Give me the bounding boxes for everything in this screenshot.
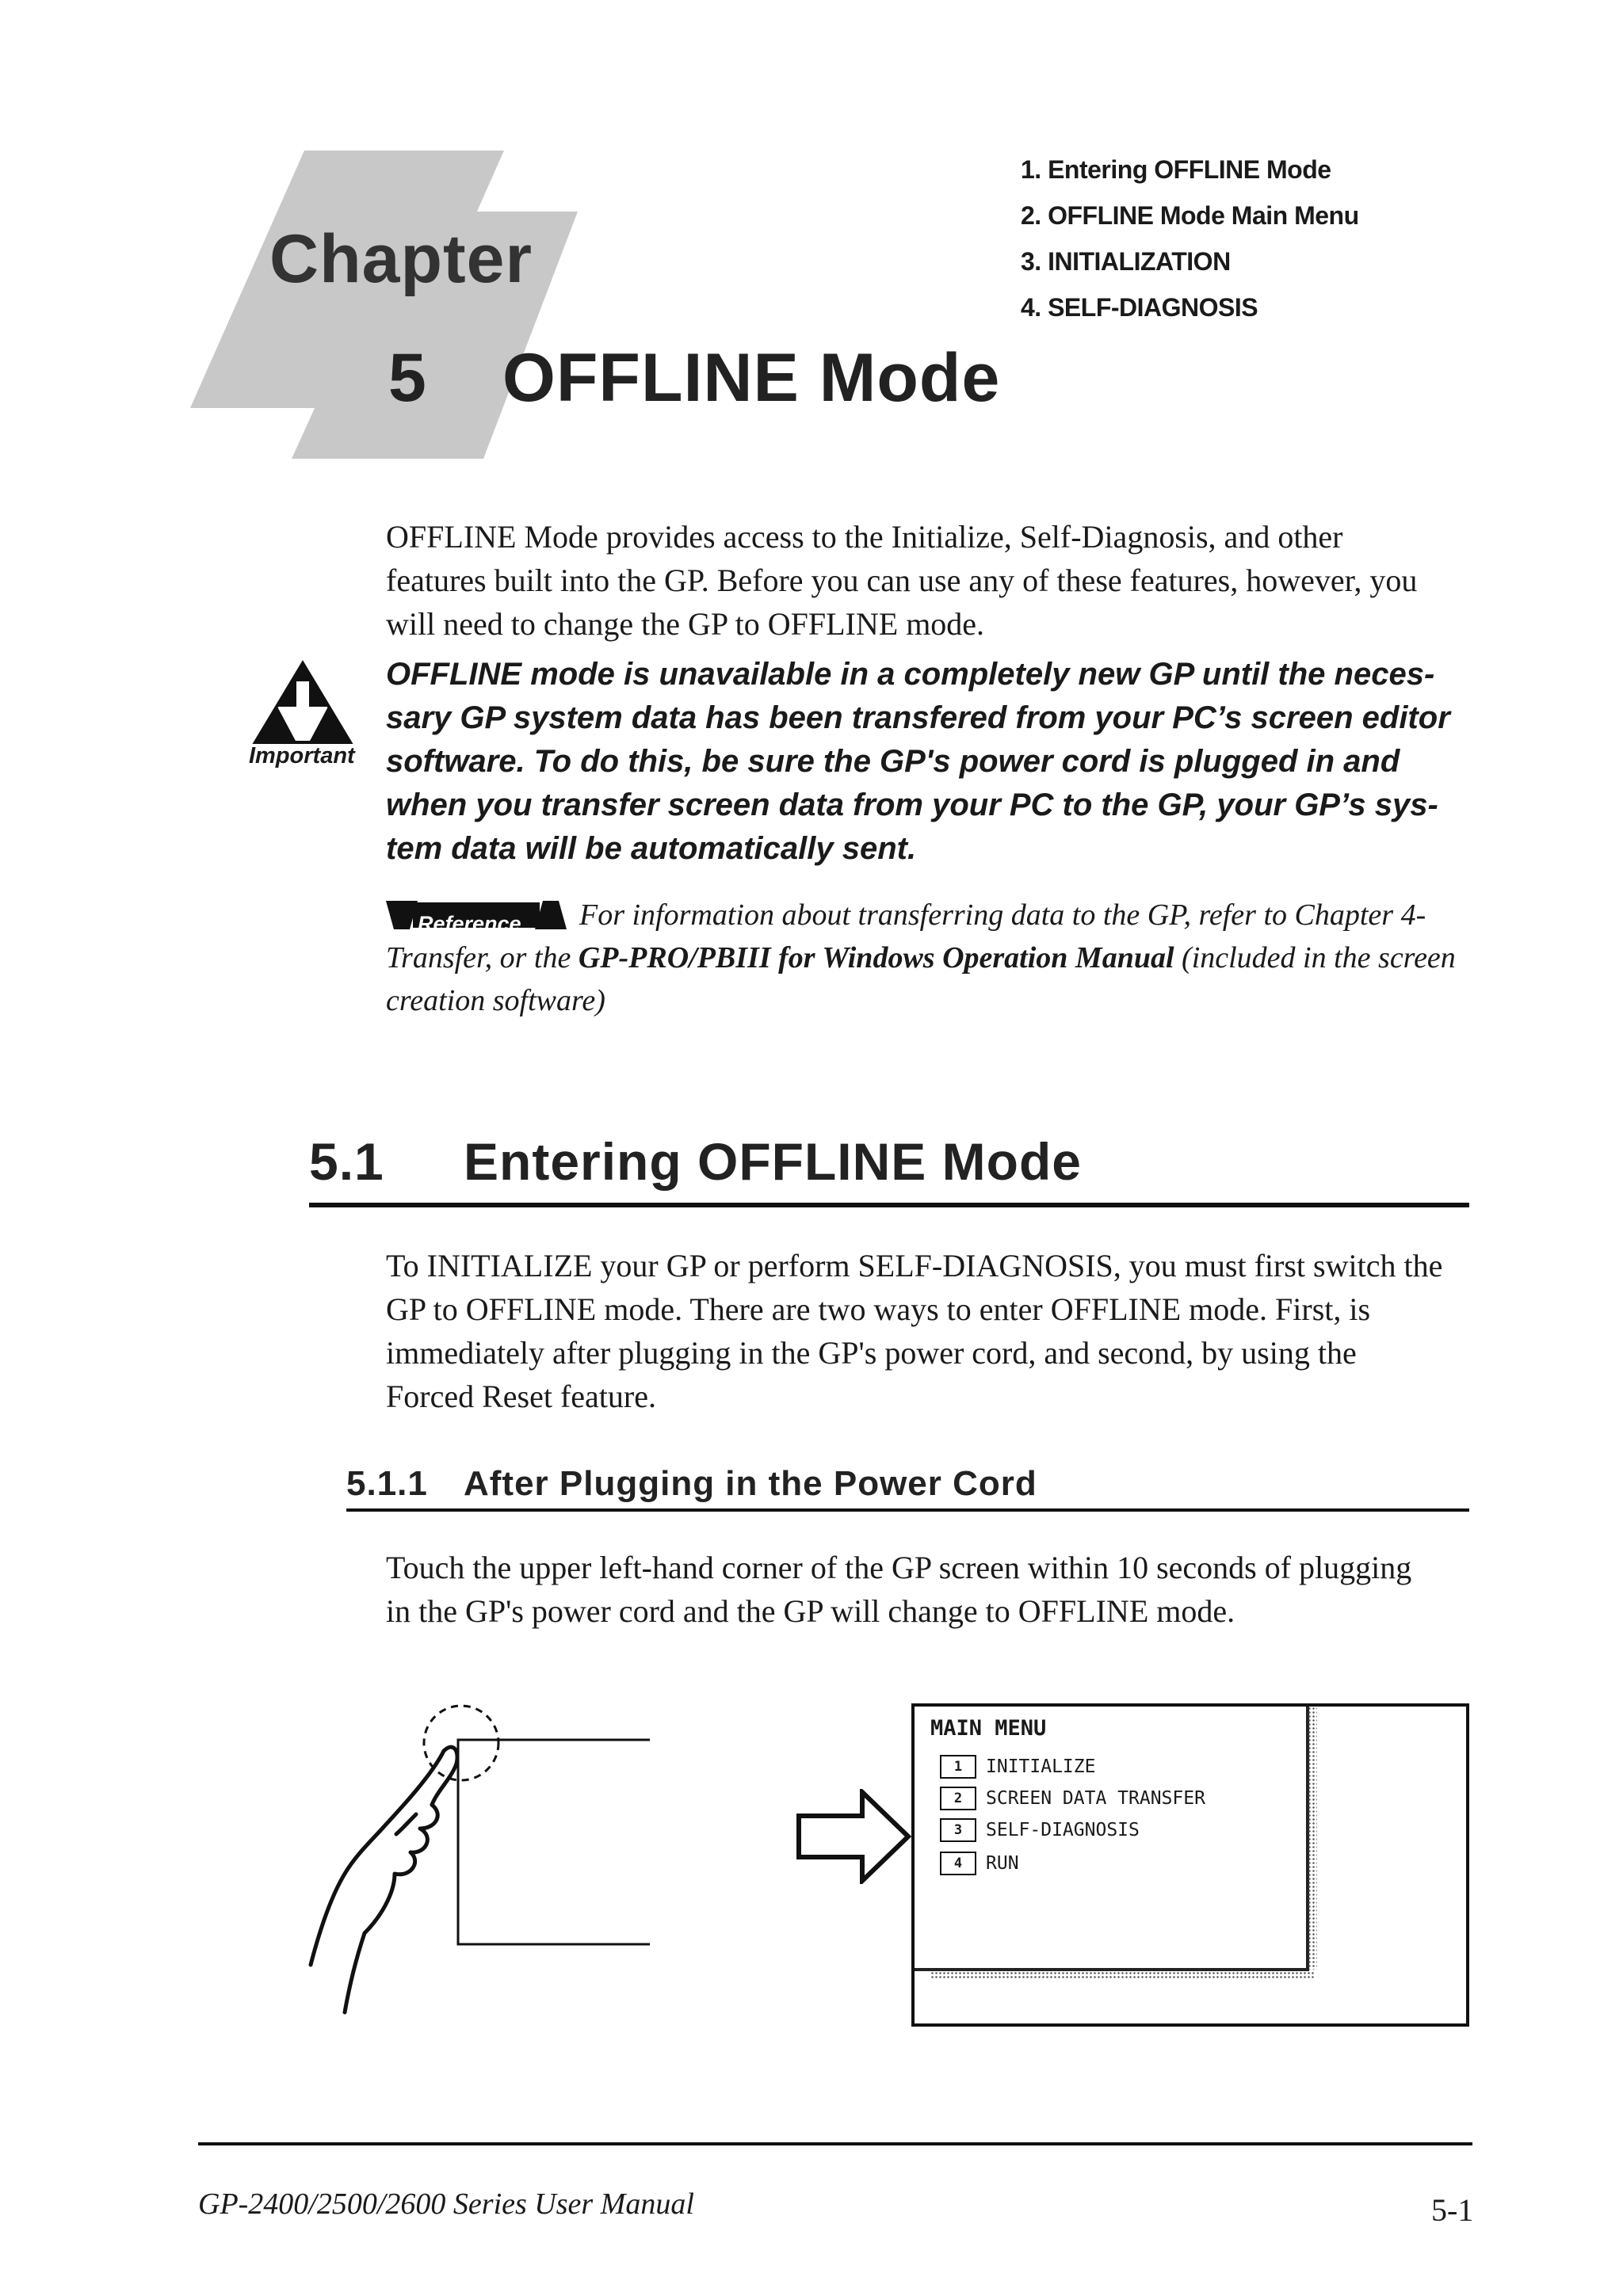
menu-item-label: SELF-DIAGNOSIS (986, 1820, 1140, 1840)
toc-item[interactable]: 4. SELF-DIAGNOSIS (1021, 293, 1258, 322)
menu-item-number: 2 (940, 1787, 976, 1810)
section-rule (309, 1203, 1469, 1207)
subsection-paragraph (386, 1546, 1411, 1633)
subsection-title: After Plugging in the Power Cord (464, 1464, 1037, 1503)
menu-item-screen-data-transfer[interactable] (940, 1786, 1205, 1811)
text-line: immediately after plugging in the GP's power cord, and second, by using the (386, 1335, 1357, 1371)
subsection-number: 5.1.1 (346, 1464, 428, 1503)
touch-target-circle (424, 1706, 498, 1780)
subsection-rule (346, 1508, 1469, 1512)
main-menu-title: MAIN MENU (930, 1716, 1047, 1741)
section-paragraph (386, 1244, 1442, 1418)
section-number: 5.1 (309, 1132, 384, 1191)
chapter-toc (1021, 155, 1359, 339)
text-line: features built into the GP. Before you can use any of these features, however, you (386, 563, 1418, 598)
menu-item-initialize[interactable] (940, 1754, 1095, 1779)
menu-item-number: 1 (940, 1755, 976, 1779)
text-line: tem data will be automatically sent. (386, 831, 917, 866)
reference-paragraph (386, 894, 1480, 1022)
main-menu-screen (911, 1703, 1469, 2027)
toc-item[interactable]: 3. INITIALIZATION (1021, 247, 1231, 276)
reference-label: Reference (418, 912, 521, 936)
text-line: For information about transferring data to the GP, refer to Chapter 4- (579, 898, 1426, 932)
main-menu-window (915, 1707, 1309, 1971)
text-line: Touch the upper left-hand corner of the GP screen within 10 seconds of plugging (386, 1550, 1412, 1585)
text-line: software. To do this, be sure the GP's power cord is plugged in and (386, 744, 1400, 779)
menu-item-number: 3 (940, 1818, 976, 1842)
text-line: when you transfer screen data from your PC to the GP, your GP’s sys- (386, 788, 1438, 822)
manual-name: GP-PRO/PBIII for Windows Operation Manual (578, 941, 1174, 974)
warning-icon (247, 659, 358, 746)
text-line: in the GP's power cord and the GP will change to OFFLINE mode. (386, 1593, 1235, 1629)
window-shadow-bottom (930, 1971, 1314, 1979)
important-paragraph (386, 653, 1450, 871)
section-title: Entering OFFLINE Mode (464, 1132, 1082, 1191)
chapter-decoration (190, 151, 602, 467)
important-badge (247, 659, 358, 769)
footer-rule (198, 2142, 1472, 2145)
text-run: (included in the screen (1174, 941, 1456, 974)
text-line: GP to OFFLINE mode. There are two ways to enter OFFLINE mode. First, is (386, 1291, 1371, 1327)
intro-paragraph (386, 515, 1417, 646)
text-line: will need to change the GP to OFFLINE mode. (386, 606, 985, 642)
window-shadow-right (1308, 1707, 1317, 1970)
text-line: sary GP system data has been transfered from your PC’s screen editor (386, 700, 1450, 735)
touch-illustration (301, 1695, 650, 2044)
text-line: OFFLINE mode is unavailable in a completely new GP until the neces- (386, 657, 1435, 692)
chapter-number: 5 (388, 340, 426, 416)
important-label: Important (249, 743, 355, 769)
menu-item-self-diagnosis[interactable] (940, 1817, 1140, 1843)
text-line: To INITIALIZE your GP or perform SELF-DIAGNOSIS, you must first switch the (386, 1248, 1443, 1283)
text-line: Forced Reset feature. (386, 1379, 656, 1414)
hand-icon (311, 1747, 457, 2012)
footer-manual-title: GP-2400/2500/2600 Series User Manual (198, 2187, 694, 2221)
menu-item-run[interactable] (940, 1851, 1019, 1876)
text-line: OFFLINE Mode provides access to the Initialize, Self-Diagnosis, and other (386, 519, 1343, 555)
toc-item[interactable]: 2. OFFLINE Mode Main Menu (1021, 201, 1359, 230)
page-number: 5-1 (1431, 2192, 1474, 2228)
text-line: creation software) (386, 984, 605, 1017)
reference-badge[interactable] (386, 899, 567, 936)
toc-item[interactable]: 1. Entering OFFLINE Mode (1021, 155, 1331, 184)
menu-item-label: SCREEN DATA TRANSFER (986, 1788, 1205, 1809)
right-arrow-icon (767, 1789, 926, 1884)
text-run: Transfer, or the (386, 941, 579, 974)
chapter-title: OFFLINE Mode (502, 340, 1001, 416)
menu-item-label: INITIALIZE (986, 1756, 1096, 1777)
chapter-word: Chapter (269, 221, 533, 297)
menu-item-label: RUN (986, 1853, 1019, 1874)
menu-item-number: 4 (940, 1852, 976, 1875)
